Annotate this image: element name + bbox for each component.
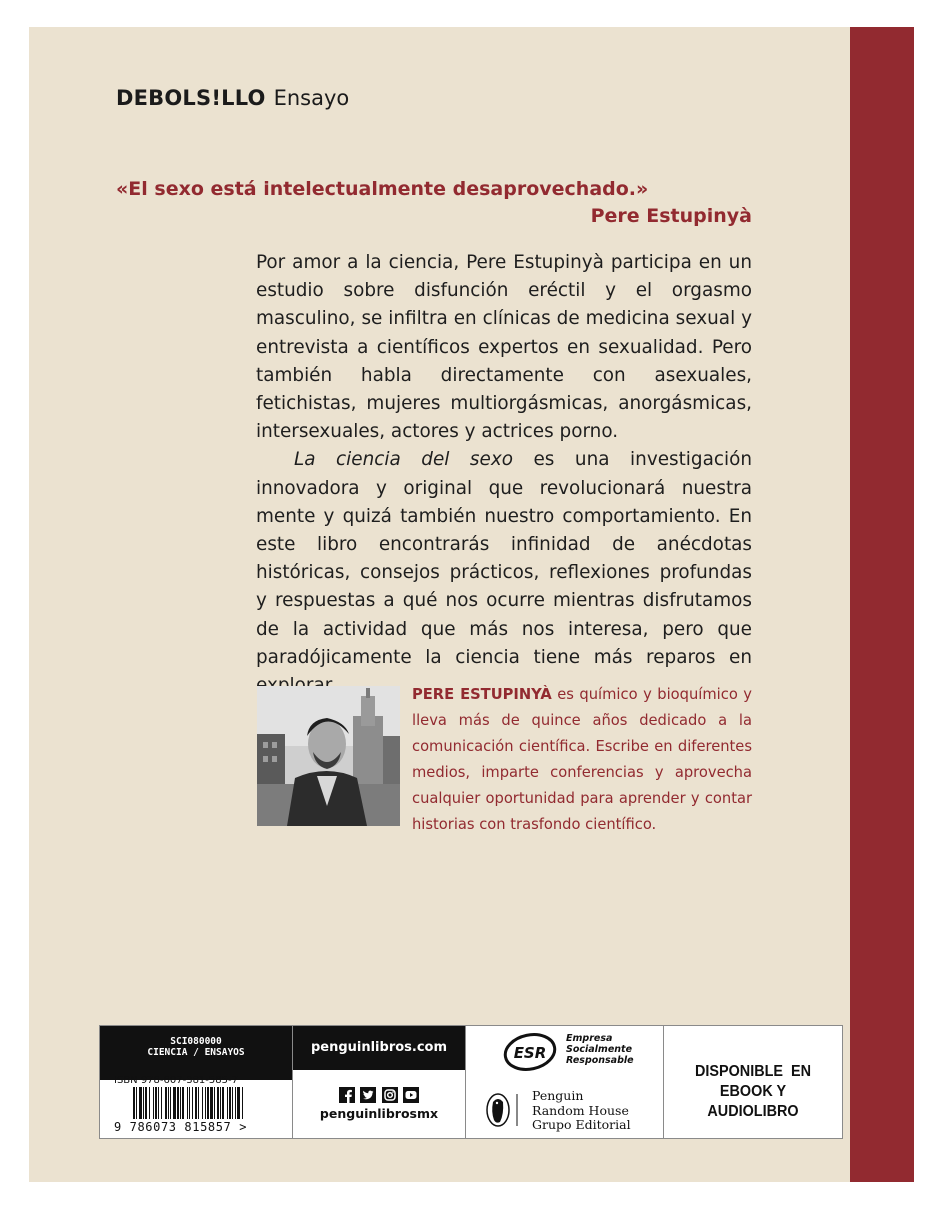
- synopsis-paragraph-1: Por amor a la ciencia, Pere Estupinyà participa en un estudio sobre disfunción eréctil y el orgasmo masculino, se infiltra en clínicas de medicina sexual y entrevista a científicos expertos en sexualidad. Pero también habla directamente con asexuales, fetichistas, mujeres multiorgásmicas, anorgásmicas, intersexuales, actores y actrices porno.: [256, 252, 752, 443]
- publisher-line: Random House: [532, 1102, 629, 1118]
- author-photo-image: [257, 686, 400, 826]
- esr-label: [566, 1033, 634, 1066]
- author-name: PERE ESTUPINYÀ: [412, 686, 552, 703]
- synopsis-paragraph-2-text: es una investigación innovadora y original que revolucionará nuestra mente y quizá también nuestro comportamiento. En este libro encontrarás infinidad de anécdotas históricas, consejos prácticos, reflexiones profundas y respuestas a qué nos ocurre mientras disfrutamos de la actividad que más nos interesa, pero que paradójicamente la ciencia tiene más reparos en: [256, 449, 752, 668]
- back-info-box: [99, 1025, 843, 1139]
- quote-text: «El sexo está intelectualmente desaprovechado.»: [116, 178, 649, 200]
- category-label: CIENCIA / ENSAYOS: [147, 1047, 245, 1058]
- quote-author: Pere Estupinyà: [590, 205, 752, 227]
- web-cell: [293, 1026, 466, 1138]
- publisher-imprint: [116, 86, 349, 110]
- esr-badge-text: ESR: [513, 1044, 547, 1062]
- imprint-logo: DEBOLS!LLO: [116, 86, 266, 110]
- penguin-logo-icon: [484, 1088, 524, 1130]
- youtube-icon[interactable]: [403, 1087, 419, 1103]
- social-handle[interactable]: penguinlibrosmx: [319, 1106, 439, 1121]
- author-bio-text: es químico y bioquímico y lleva más de quince años dedicado a la comunicación científica. Escribe en diferentes medios, imparte conferencias y aprovecha cualquier oportunidad para aprender y contar historias con trasfondo científico.: [412, 686, 752, 833]
- synopsis: [256, 249, 752, 700]
- availability-line: DISPONIBLE EN: [694, 1063, 812, 1080]
- barcode: [133, 1087, 281, 1119]
- isbn-cell: [100, 1026, 293, 1138]
- category-code: SCI080000: [170, 1036, 222, 1047]
- collection-label: Ensayo: [273, 86, 350, 110]
- esr-line: Socialmente: [566, 1044, 633, 1055]
- social-icons: [293, 1084, 465, 1103]
- esr-line: Empresa: [566, 1033, 613, 1044]
- author-bio: [412, 682, 752, 838]
- book-title: La ciencia del sexo: [294, 449, 513, 471]
- publisher-name: [532, 1089, 631, 1133]
- synopsis-paragraph-2: [256, 446, 752, 700]
- category-header: [100, 1026, 292, 1080]
- facebook-icon[interactable]: [339, 1087, 355, 1103]
- author-photo: [257, 686, 400, 826]
- esr-line: Responsable: [566, 1055, 634, 1066]
- isbn-label: ISBN 978-607-381-585-7: [114, 1075, 238, 1086]
- spine-band: [850, 27, 914, 1182]
- barcode-digits: 9 786073 815857 >: [114, 1120, 248, 1134]
- website-link[interactable]: penguinlibros.com: [293, 1026, 465, 1070]
- publisher-line: Penguin: [532, 1088, 584, 1103]
- publisher-line: Grupo Editorial: [532, 1117, 631, 1132]
- esr-logo: [502, 1031, 560, 1073]
- availability-note: [673, 1062, 833, 1122]
- availability-cell: [664, 1026, 842, 1138]
- publisher-cell: [466, 1026, 664, 1138]
- pull-quote: [116, 176, 752, 230]
- twitter-icon[interactable]: [360, 1087, 376, 1103]
- availability-line: EBOOK Y AUDIOLIBRO: [707, 1083, 799, 1120]
- instagram-icon[interactable]: [382, 1087, 398, 1103]
